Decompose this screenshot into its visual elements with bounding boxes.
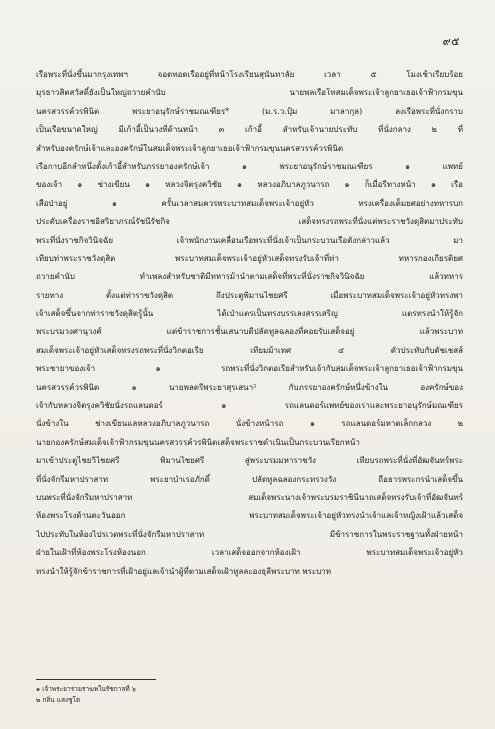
text-line: มุรธาวสิตสวัสดิ์ยังเป็นใหญ่ถวายคำนับ นายพลเรือโทสมเด็จพระเจ้าลูกยาเธอเจ้าฟ้ากรมขุน [36, 88, 463, 98]
text-line: ห้องพระโรงด้านตะวันออก พระบาทสมเด็จพระเจ้าอยู่หัวทรงนำเจ้าแลเจ้าหญิงเฝ้าแล้วเสด็จ [36, 511, 463, 521]
text-line: บนพระที่นั่งจักรีมหาปราสาท สมเด็จพระนางเจ้าพระบรมราชินีนาถเสด็จทรงรับเจ้าที่อัฒจันทร์ [36, 492, 463, 502]
footnotes [36, 684, 336, 706]
text-line: สำหรับองครักษ์เจ้าและองครักษ์ในสมเด็จพระเจ้าลูกยาเธอเจ้าฟ้ากรมขุนนครสวรรค์วรพินิต [36, 143, 344, 153]
text-line: ถวายคำนับ ทำเพลงสำหรับชาติมีทหารม้านำตามเสด็จที่พระที่นั่งราชกิจวินิจฉัย แล้วทหาร [36, 272, 463, 282]
text-line: นครสวรรค์วรพินิต พระยาอนุรักษ์ราชมณเฑียร* (ม.ร.ว.ปุ้ม มาลากุล) ลงเรือพระที่นั่งกราบ [36, 106, 463, 116]
text-line: เทียบท่าพระราชวังดุสิต พระบาทสมเด็จพระเจ้าอยู่หัวเสด็จทรงรับเจ้าที่ท่า ทหารกองเกียรติยศ [36, 253, 463, 263]
text-line: พระบรมวงศานุวงศ์ แต่ข้าราชการชั้นเสนาบดีปลัดทูลฉลองที่คอยรับเสด็จอยู่ แล้วพระบาท [36, 327, 463, 337]
footnote: ๑ เจ้าพระยารามราฆพในรัชกาลที่ ๖ [36, 685, 136, 693]
text-line: เจ้ากับหลวงจิตรุงควิชัยนั่งรถแลนดอร์ ๑ รถแลนดอร์แพทย์ของเราและพระยาอนุรักษ์มณเฑียร [36, 401, 463, 411]
text-line: มาเข้าประตูไชยวิไชยศรี พิมานไชยศรี สู่พระบรมมหาราชวัง เทียบรถพระที่นั่งที่อัฒจันทร์พระ [36, 456, 463, 466]
text-line: รายทาง ตั้งแต่ท่าราชวังดุสิต ถึงประตูพิมานไชยศรี เมื่อพระบาทสมเด็จพระเจ้าอยู่หัวทรงพา [36, 290, 463, 300]
text-line: ที่นั่งจักรีมหาปราสาท พระยาบำเรอภักดิ์ ปลัดทูลฉลองกระทรวงวัง ถือธารพระกรนำเสด็จขึ้น [36, 474, 463, 484]
text-line: ไปประทับในห้องไปรเวตพระที่นั่งจักรีมหาปราสาท มีข้าราชการในพระราชฐานทั้งฝ่ายหน้า [36, 529, 463, 539]
text-line: นั่งข้างใน ช่างเขียนแลหลวงอภิบาลภูวนารถ นั่งข้างหน้ารถ ๑ รถแลนดอร์มหาดเล็กกลวง ๒ [36, 419, 463, 429]
text-line: ทรงนำให้รู้จักข้าราชการที่เฝ้าอยู่แลเจ้านำผู้ที่ตามเสด็จเฝ้าทูลละองธุลีพระบาท พระบาท [36, 566, 332, 576]
text-line: พระที่นั่งราชกิจวินิจฉัย เจ้าพนักงานเคลื่อนเรือพระที่นั่งเจ้าเป็นกระบวนเรือดังกล่าวแล้ว มา [36, 235, 463, 245]
text-line: เรือกาบอีกลำหนึ่งตั้งเก้าอี้สำหรับภรรยาองครักษ์เจ้า ๑ พระยาอนุรักษ์ราชมณเฑียร ๑ แพทย์ [36, 161, 463, 171]
text-line: ฝ่ายในเฝ้าที่ห้องพระโรงห้องนอก เวลาเสด็จออกจากห้องเฝ้า พระบาทสมเด็จพระเจ้าอยู่หัว [36, 548, 463, 558]
text-line: นครสวรรค์วรพินิต ๑ นายพลตรีพระยาสุรเสนา² กับภรรยาองครักษ์หนึ่งข้างใน องครักษ์ของ [36, 382, 463, 392]
text-line: ของเจ้า ๑ ช่างเขียน ๑ หลวงจิตรุงควิชัย ๑ หลวงอภิบาลภูวนารถ ๑ ก็เมื่อรีทางหน้า ๑ เรือ [36, 180, 463, 190]
text-line: เสือป่าอยู่ ๑ ครั้นเวลาสมควรพระบาทสมเด็จพระเจ้าอยู่หัว ทรงเครื่องเต็มยศอย่างทหารบก [36, 198, 463, 208]
text-line: เป็นเรือขนาดใหญ่ มีเก้าอี้เป็นวงที่ด้านหน้า ๓ เก้าอี้ สำหรับเจ้านายประทับ ที่นั่งกลาง ๒ ที่ [36, 125, 463, 135]
text-line: สมเด็จพระเจ้าอยู่หัวเสด็จทรงรถพระที่นั่งวิกตอเรีย เทียมม้าเทศ ๔ ตัวประทับกับดัชเชสส์ [36, 345, 463, 355]
page-number: ๙๕ [442, 35, 460, 48]
text-line: พระชายาของเจ้า ๑ รถพระที่นั่งวิกตอเรียสำหรับเจ้ากับสมเด็จพระเจ้าลูกยาเธอเจ้าฟ้ากรมขุน [36, 364, 463, 374]
text-line: เรือพระที่นั่งขึ้นมากรุงเทพฯ จอดทอดเรืออยู่ที่หน้าโรงเรียนสุนันทาลัย เวลา ๕ โมงเช้าเรียบร้อย [36, 70, 463, 79]
text-line: เจ้าเสด็จขึ้นจากท่าราชวังดุสิตรู้นั้น ได้เป่าแตรเป็นทรงบรรเลงสรรเสริญ แตรทรงนำให้รู้จัก [36, 309, 463, 319]
footnote: ๒ กลิ่น แสงชูโต [36, 696, 81, 704]
footnote-divider [36, 679, 156, 680]
text-line: นายกองครักษ์สมเด็จเจ้าฟ้ากรมขุนนครสวรรค์วรพินิตเสด็จพระราชดำเนินเป็นกระบวนเรียกหน้า [36, 437, 360, 447]
body-text [36, 66, 463, 581]
text-line: ประดับเครื่องราชอิสริยาภรณ์รัชนีรัชกิจ เสด็จทรงรถพระที่นั่งแต่พระราชวังดุสิตมาประทับ [36, 217, 463, 227]
